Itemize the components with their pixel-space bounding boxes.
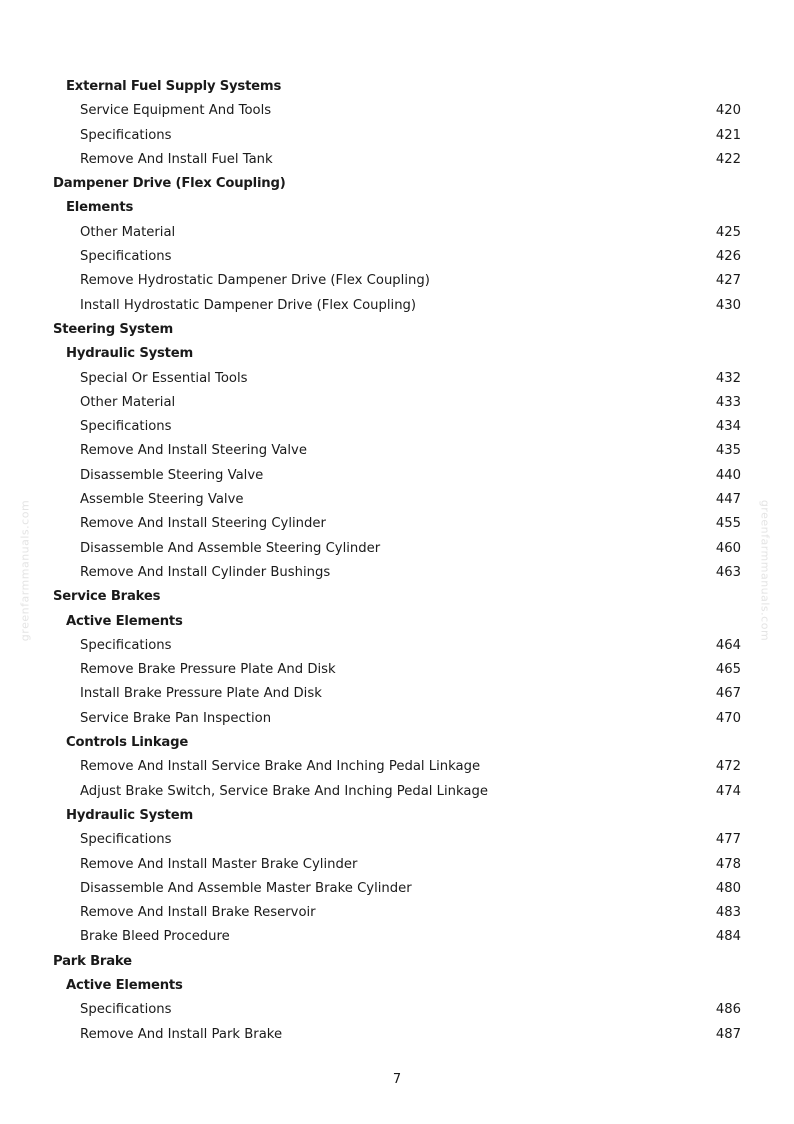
toc-entry[interactable] (0, 658, 794, 682)
toc-page-number: 474 (715, 783, 741, 799)
toc-entry-label: Service Brake Pan Inspection (80, 710, 272, 726)
toc-entry-label: Brake Bleed Procedure (80, 929, 230, 945)
toc-entry-label: Disassemble And Assemble Master Brake Cylinder (80, 880, 412, 896)
toc-entry-label: Remove Brake Pressure Plate And Disk (80, 662, 336, 678)
toc-section (0, 950, 794, 974)
toc-page-number: 470 (715, 710, 741, 726)
toc-page-number: 447 (715, 492, 741, 508)
toc-entry[interactable] (0, 901, 794, 925)
toc-subsection (0, 75, 794, 99)
toc-entry-label: Disassemble Steering Valve (80, 467, 264, 483)
toc-page-number: 477 (715, 832, 741, 848)
toc-subsection-label: Active Elements (66, 977, 183, 993)
toc-page-number: 486 (715, 1002, 741, 1018)
toc-page-number: 425 (715, 224, 741, 240)
toc-page-number: 420 (715, 103, 741, 119)
toc-page-number: 440 (715, 467, 741, 483)
toc-entry[interactable] (0, 537, 794, 561)
toc-entry[interactable] (0, 1023, 794, 1047)
toc-page-number: 467 (715, 686, 741, 702)
toc-entry-label: Remove And Install Service Brake And Inching Pedal Linkage (80, 759, 481, 775)
toc-subsection-label: Elements (66, 200, 134, 216)
toc-entry-label: Remove And Install Fuel Tank (80, 151, 273, 167)
toc-entry[interactable] (0, 853, 794, 877)
toc-section-label: Steering System (53, 321, 174, 337)
watermark-left: greenfarmmanuals.com (18, 499, 32, 642)
toc-entry-label: Specifications (80, 1002, 172, 1018)
toc-section-label: Park Brake (53, 953, 132, 969)
toc-entry-label: Remove And Install Cylinder Bushings (80, 564, 331, 580)
toc-page-number: 483 (715, 905, 741, 921)
watermark-right: greenfarmmanuals.com (758, 499, 772, 642)
toc-entry-label: Remove And Install Steering Cylinder (80, 516, 326, 532)
toc-entry[interactable] (0, 464, 794, 488)
toc-entry-label: Specifications (80, 127, 172, 143)
toc-section (0, 585, 794, 609)
toc-entry-label: Service Equipment And Tools (80, 103, 272, 119)
toc-entry-label: Install Brake Pressure Plate And Disk (80, 686, 322, 702)
toc-entry-label: Specifications (80, 249, 172, 265)
toc-entry-label: Specifications (80, 832, 172, 848)
toc-entry[interactable] (0, 998, 794, 1022)
toc-entry-label: Other Material (80, 394, 176, 410)
toc-page-number: 484 (715, 929, 741, 945)
toc-entry[interactable] (0, 561, 794, 585)
toc-subsection-label: Hydraulic System (66, 807, 194, 823)
toc-page-number: 435 (715, 443, 741, 459)
toc-entry[interactable] (0, 415, 794, 439)
toc-entry[interactable] (0, 682, 794, 706)
toc-section (0, 318, 794, 342)
toc-entry-label: Install Hydrostatic Dampener Drive (Flex Coupling) (80, 297, 417, 313)
toc-subsection-label: External Fuel Supply Systems (66, 79, 282, 94)
toc-subsection (0, 610, 794, 634)
toc-entry[interactable] (0, 221, 794, 245)
toc-page-number: 432 (715, 370, 741, 386)
toc-entry[interactable] (0, 512, 794, 536)
toc-entry[interactable] (0, 148, 794, 172)
toc-section (0, 172, 794, 196)
toc-subsection (0, 731, 794, 755)
toc-entry[interactable] (0, 925, 794, 949)
toc-page-number: 480 (715, 880, 741, 896)
toc-entry[interactable] (0, 877, 794, 901)
toc-entry[interactable] (0, 245, 794, 269)
toc-entry[interactable] (0, 707, 794, 731)
toc-entry[interactable] (0, 269, 794, 293)
toc-subsection (0, 196, 794, 220)
toc-page-number: 460 (715, 540, 741, 556)
toc-entry[interactable] (0, 439, 794, 463)
toc-entry[interactable] (0, 294, 794, 318)
toc-entry-label: Remove And Install Steering Valve (80, 443, 307, 459)
toc-entry[interactable] (0, 391, 794, 415)
page-number: 7 (392, 1072, 402, 1087)
toc-page-number: 434 (715, 419, 741, 435)
toc-entry-label: Specifications (80, 419, 172, 435)
toc-entry[interactable] (0, 99, 794, 123)
toc-section-label: Dampener Drive (Flex Coupling) (53, 176, 286, 192)
toc-entry[interactable] (0, 755, 794, 779)
toc-entry[interactable] (0, 828, 794, 852)
toc-entry-label: Adjust Brake Switch, Service Brake And Inching Pedal Linkage (80, 783, 488, 799)
toc-subsection (0, 342, 794, 366)
toc-entry[interactable] (0, 780, 794, 804)
toc-entry-label: Remove And Install Brake Reservoir (80, 905, 316, 921)
toc-subsection (0, 974, 794, 998)
table-of-contents (0, 75, 794, 1047)
toc-page-number: 487 (715, 1026, 741, 1042)
toc-entry-label: Remove And Install Park Brake (80, 1026, 283, 1042)
toc-entry-label: Special Or Essential Tools (80, 370, 248, 386)
toc-subsection (0, 804, 794, 828)
toc-entry-label: Disassemble And Assemble Steering Cylinder (80, 540, 381, 556)
toc-entry[interactable] (0, 488, 794, 512)
toc-page-number: 465 (715, 662, 741, 678)
toc-entry-label: Remove And Install Master Brake Cylinder (80, 856, 358, 872)
toc-page-number: 430 (715, 297, 741, 313)
toc-entry[interactable] (0, 634, 794, 658)
toc-page-number: 433 (715, 394, 741, 410)
toc-section-label: Service Brakes (53, 589, 161, 605)
toc-entry-label: Remove Hydrostatic Dampener Drive (Flex Coupling) (80, 273, 430, 289)
toc-page-number: 478 (715, 856, 741, 872)
toc-entry[interactable] (0, 367, 794, 391)
toc-entry-label: Other Material (80, 224, 176, 240)
toc-subsection-label: Controls Linkage (66, 735, 189, 751)
toc-page-number: 455 (715, 516, 741, 532)
toc-page-number: 472 (715, 759, 741, 775)
toc-page-number: 427 (715, 273, 741, 289)
toc-subsection-label: Hydraulic System (66, 346, 194, 362)
toc-entry-label: Specifications (80, 637, 172, 653)
toc-page-number: 426 (715, 249, 741, 265)
toc-page-number: 422 (715, 151, 741, 167)
toc-subsection-label: Active Elements (66, 613, 183, 629)
toc-page-number: 421 (715, 127, 741, 143)
toc-page-number: 463 (715, 564, 741, 580)
toc-entry-label: Assemble Steering Valve (80, 492, 244, 508)
toc-page-number: 464 (715, 637, 741, 653)
toc-entry[interactable] (0, 124, 794, 148)
